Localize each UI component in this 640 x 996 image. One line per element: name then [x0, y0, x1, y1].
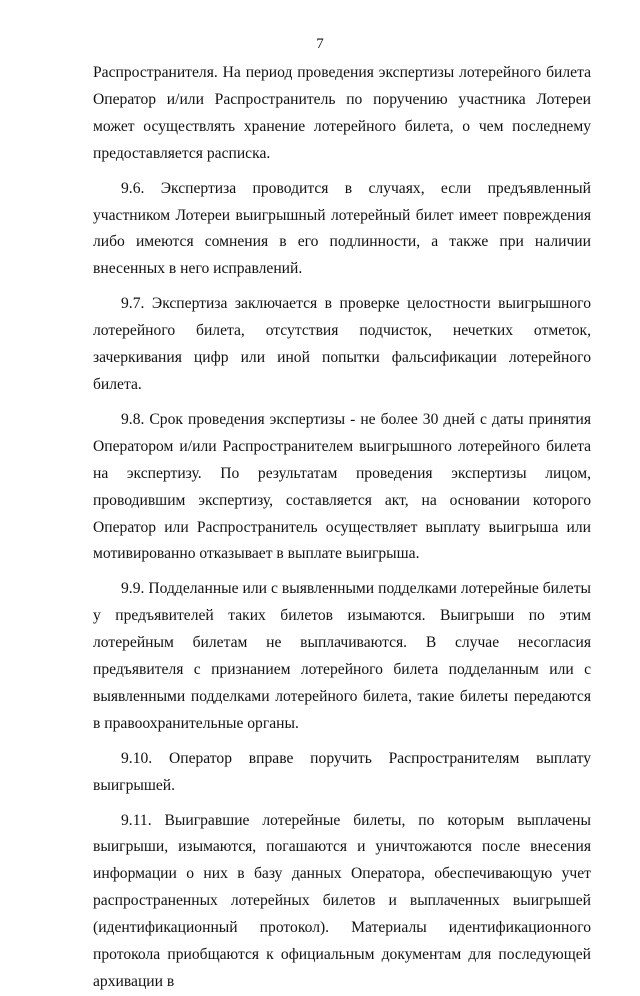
- paragraph-9-8: 9.8. Срок проведения экспертизы - не более 30 дней с даты принятия Оператором и/или Распространителем выигрышного лотерейного билета на экспертизу. По результатам проведения экспертизы лицом, проводившим экспертизу, составляется акт, на основании которого Оператор или Распространитель осуществляет выплату выигрыша или мотивированно отказывает в выплате выигрыша.: [93, 410, 591, 563]
- paragraph-9-10: 9.10. Оператор вправе поручить Распространителям выплату выигрышей.: [93, 749, 591, 794]
- paragraph-continuation: Распространителя. На период проведения экспертизы лотерейного билета Оператор и/или Распространитель по поручению участника Лотереи может осуществлять хранение лотерейного билета, о чем последнему предоставляется расписка.: [93, 64, 591, 162]
- paragraph-9-7: 9.7. Экспертиза заключается в проверке целостности выигрышного лотерейного билета, отсутствия подчисток, нечетких отметок, зачеркивания цифр или иной попытки фальсификации лотерейного билета.: [93, 295, 591, 393]
- document-body: [93, 60, 591, 996]
- page-number: 7: [316, 36, 324, 52]
- paragraph-9-6: 9.6. Экспертиза проводится в случаях, если предъявленный участником Лотереи выигрышный лотерейный билет имеет повреждения либо имеются сомнения в его подлинности, а также при наличии внесенных в него исправлений.: [93, 179, 591, 278]
- paragraph-9-9: 9.9. Подделанные или с выявленными подделками лотерейные билеты у предъявителей таких билетов изымаются. Выигрыши по этим лотерейным билетам не выплачиваются. В случае несогласия предъявителя с признанием лотерейного билета подделанным или с выявленными подделками лотерейного билета, такие билеты передаются в правоохранительные органы.: [93, 580, 591, 732]
- paragraph-9-11: 9.11. Выигравшие лотерейные билеты, по которым выплачены выигрыши, изымаются, погашаются и уничтожаются после внесения информации о них в базу данных Оператора, обеспечивающую учет распространенных лотерейных билетов и выплаченных выигрышей (идентификационный протокол). Материалы идентификационного протокола приобщаются к официальным документам для последующей архивации в: [93, 811, 591, 990]
